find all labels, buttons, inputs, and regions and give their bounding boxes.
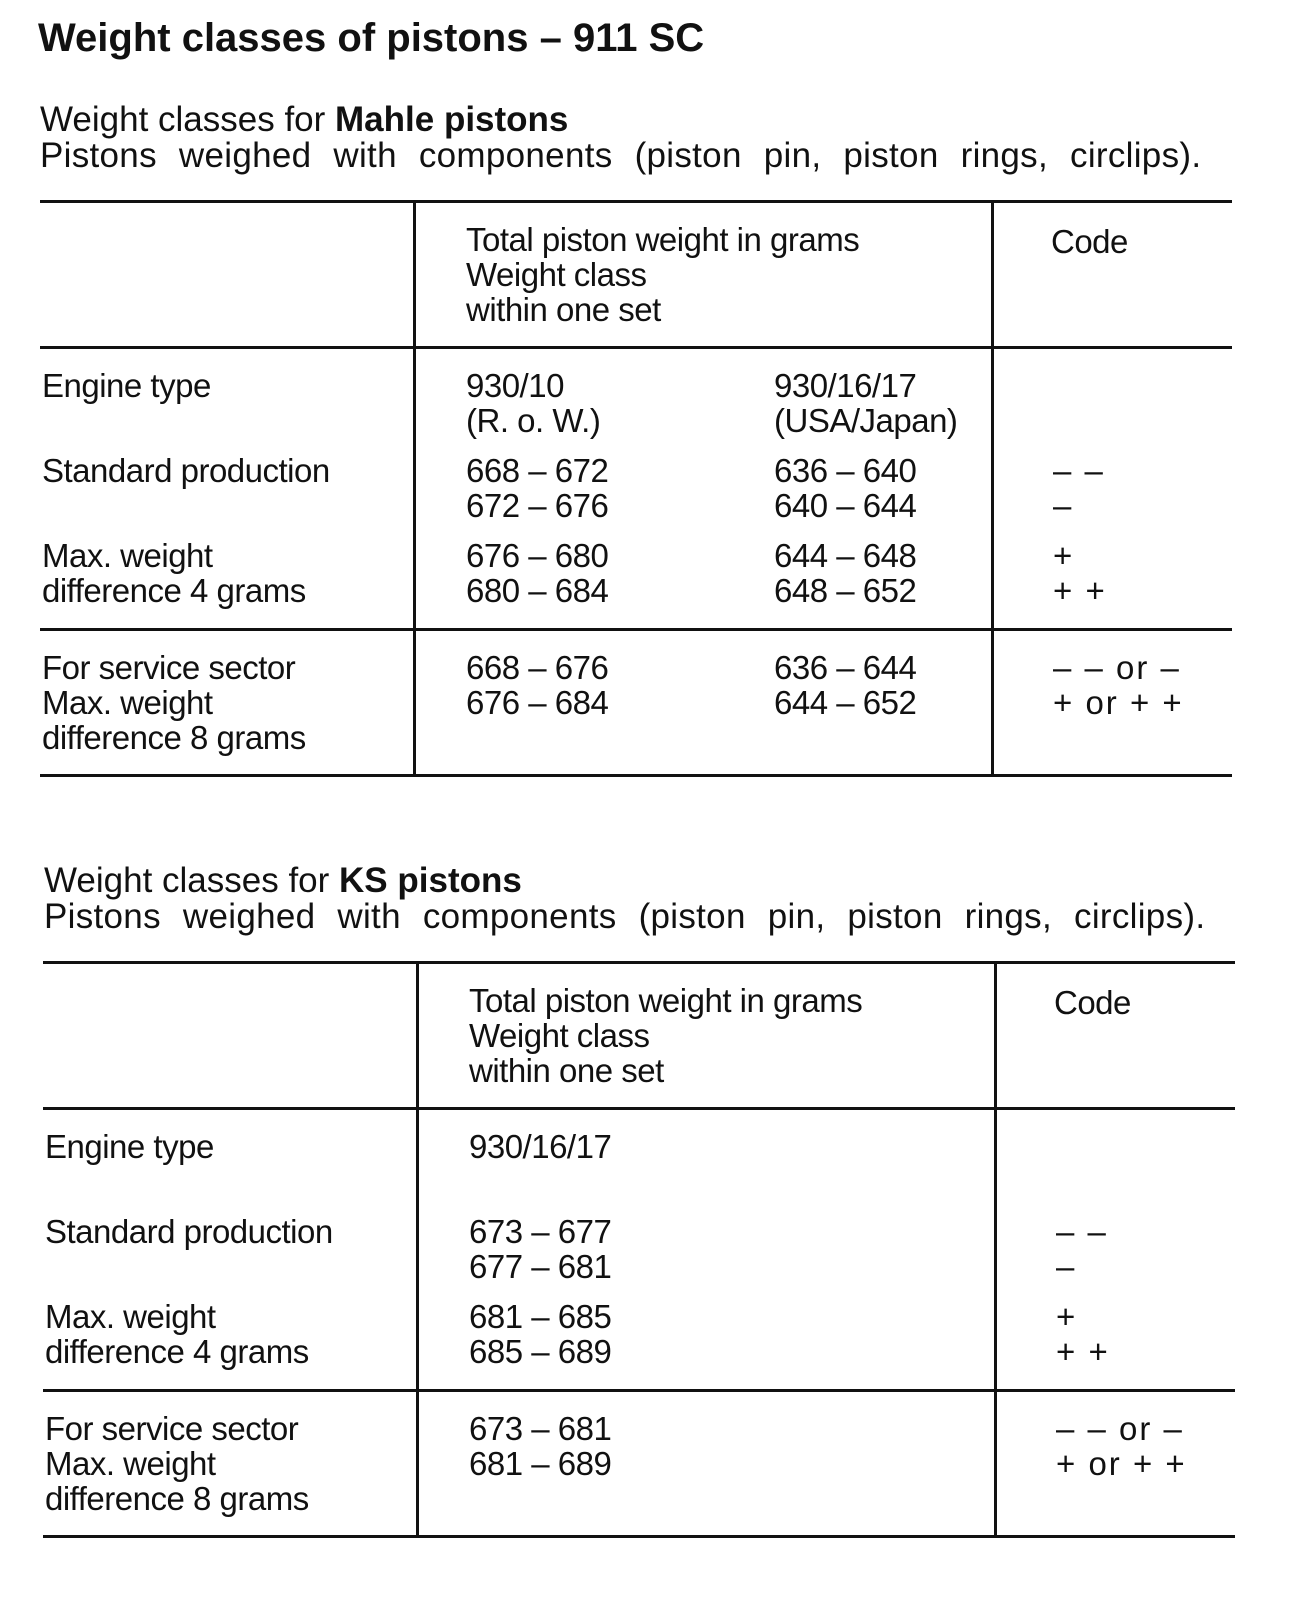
weight-range: 673 – 681 [469,1410,612,1447]
engine-type-label: Engine type [45,1128,214,1165]
mahle-brand: Mahle pistons [335,100,569,139]
engine-usa-japan: (USA/Japan) [774,402,958,439]
weight-range: 636 – 644 [774,649,917,686]
weight-range: 677 – 681 [469,1248,612,1285]
table-rule [43,961,1235,964]
weight-code: – – [1056,1213,1108,1250]
weight-code: – – or – [1053,649,1181,686]
weight-range: 685 – 689 [469,1333,612,1370]
weight-code: – – [1053,452,1105,489]
mahle-intro [40,102,1201,174]
ks-brand: KS pistons [339,861,522,900]
mahle-intro-line1 [40,102,1201,138]
engine-type-label: Engine type [42,367,211,404]
service-sector-label: Max. weight [42,684,213,721]
standard-production-label: Standard production [45,1213,333,1250]
table-rule [40,200,1232,203]
column-divider [413,200,416,777]
mahle-table [40,200,1232,780]
weight-range: 676 – 680 [466,537,609,574]
weight-code: + [1056,1298,1078,1335]
table-rule [40,346,1232,349]
weight-header-line2: Weight class [466,256,647,293]
weight-range: 681 – 689 [469,1445,612,1482]
weight-range: 668 – 672 [466,452,609,489]
weight-range: 648 – 652 [774,572,917,609]
mahle-intro-line2: Pistons weighed with components (piston pin, piston rings, circlips). [40,136,1202,175]
table-rule [40,774,1232,777]
max-weight-4-label: Max. weight [42,537,213,574]
weight-code: – [1053,487,1074,524]
ks-intro-line1 [44,863,1205,899]
weight-header-line3: within one set [466,291,661,328]
weight-range: 673 – 677 [469,1213,612,1250]
weight-header-line2: Weight class [469,1017,650,1054]
engine-930-16-17: 930/16/17 [469,1128,612,1165]
service-sector-label: For service sector [42,649,296,686]
ks-table [43,961,1235,1541]
weight-header-line3: within one set [469,1052,664,1089]
column-divider [991,200,994,777]
service-sector-label: difference 8 grams [42,719,306,756]
table-rule [43,1107,1235,1110]
service-sector-label: Max. weight [45,1445,216,1482]
weight-range: 676 – 684 [466,684,609,721]
page-title: Weight classes of pistons – 911 SC [38,16,705,60]
table-rule [43,1535,1235,1538]
weight-range: 672 – 676 [466,487,609,524]
table-rule [43,1389,1235,1392]
weight-code: + + [1053,572,1107,609]
code-header: Code [1051,223,1128,260]
engine-930-16-17: 930/16/17 [774,367,917,404]
mahle-intro-prefix: Weight classes for [40,100,336,139]
ks-intro-prefix: Weight classes for [44,861,340,900]
weight-range: 668 – 676 [466,649,609,686]
table-rule [40,628,1232,631]
weight-range: 644 – 652 [774,684,917,721]
engine-row-label: (R. o. W.) [466,402,601,439]
standard-production-label: Standard production [42,452,330,489]
column-divider [994,961,997,1538]
weight-header-line1: Total piston weight in grams [466,221,860,258]
engine-930-10: 930/10 [466,367,564,404]
weight-code: + [1053,537,1075,574]
weight-range: 640 – 644 [774,487,917,524]
weight-range: 681 – 685 [469,1298,612,1335]
weight-code: + or + + [1053,684,1184,721]
max-weight-4-label: difference 4 grams [45,1333,309,1370]
code-header: Code [1054,984,1131,1021]
max-weight-4-label: difference 4 grams [42,572,306,609]
column-divider [416,961,419,1538]
weight-range: 680 – 684 [466,572,609,609]
weight-code: – – or – [1056,1410,1184,1447]
ks-intro-line2: Pistons weighed with components (piston pin, piston rings, circlips). [44,897,1206,936]
weight-range: 636 – 640 [774,452,917,489]
max-weight-4-label: Max. weight [45,1298,216,1335]
service-sector-label: difference 8 grams [45,1480,309,1517]
weight-header-line1: Total piston weight in grams [469,982,863,1019]
weight-range: 644 – 648 [774,537,917,574]
weight-code: – [1056,1248,1077,1285]
ks-intro [44,863,1205,935]
weight-code: + or + + [1056,1445,1187,1482]
service-sector-label: For service sector [45,1410,299,1447]
weight-code: + + [1056,1333,1110,1370]
